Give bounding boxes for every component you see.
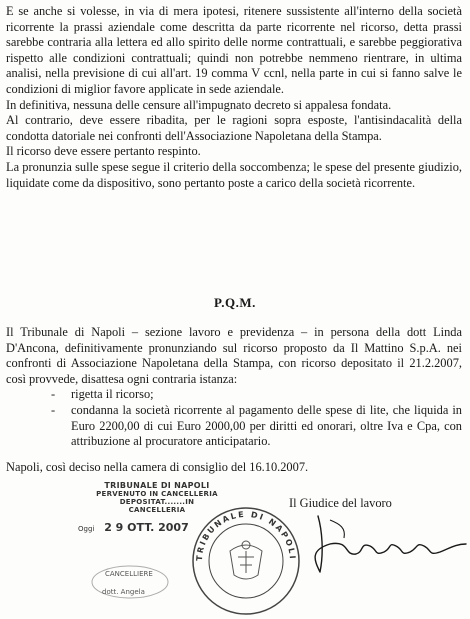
paragraph: Il ricorso deve essere pertanto respinto. [6, 144, 201, 159]
section-heading: P.Q.M. [214, 295, 256, 310]
ruling-list [6, 387, 462, 449]
stamp-line: PERVENUTO IN CANCELLERIA [96, 490, 218, 498]
smudge-line: CANCELLIERE [105, 570, 153, 578]
stamp-date-label: Oggi [78, 525, 95, 533]
stamp-date-row [78, 521, 189, 534]
ruling-section [6, 325, 462, 450]
seal-text: TRIBUNALE DI NAPOLI [194, 509, 298, 562]
stamp-line: TRIBUNALE DI NAPOLI [104, 481, 210, 490]
stamp-date: 2 9 OTT. 2007 [104, 521, 189, 534]
smudge-line: dott. Angela [102, 588, 145, 596]
motivation-section [6, 4, 462, 191]
judge-title: Il Giudice del lavoro [289, 496, 392, 510]
paragraph: La pronunzia sulle spese segue il criterio della soccombenza; le spese del presente giudizio, liquidate come da dispositivo, sono pertanto poste a carico della società ricorrente. [6, 159, 462, 190]
closing-line: Napoli, così deciso nella camera di consiglio del 16.10.2007. [6, 460, 309, 474]
paragraph: In definitiva, nessuna delle censure all'impugnato decreto si appalesa fondata. [6, 97, 392, 112]
ruling-item: - condanna la società ricorrente al pagamento delle spese di lite, che liquida in Euro 2200,00 di cui Euro 2000,00 per diritti ed onorari, oltre Iva e Cpa, con attribuzione al procuratore anticipatario. [6, 403, 462, 450]
paragraph: E se anche si volesse, in via di mera ipotesi, ritenere sussistente all'interno della società ricorrente la prassi aziendale come descritta da parte ricorrente nel ricorso, detta prassi sarebbe contraria alla lettera ed allo spirito delle norme contrattuali, e sarebbe peggiorativa rispetto alle condizioni contrattuali; quindi non potrebbe nemmeno rientrare, in ultima analisi, nella previsione di cui all'art. 19 comma V ccnl, nella parte in cui si fanno salve le condizioni di miglior favore applicate in sede aziendale. [6, 4, 462, 96]
ruling-intro: Il Tribunale di Napoli – sezione lavoro e previdenza – in persona della dott Linda D'Ancona, definitivamente pronunziando sul ricorso proposto da Il Mattino S.p.A. nei confronti di Associazione Napoletana della Stampa, con ricorso depositato il 21.2.2007, così provvede, disattesa ogni contraria istanza: [6, 325, 462, 386]
judge-signature [300, 510, 470, 580]
paragraph: Al contrario, deve essere ribadita, per le ragioni sopra esposte, l'antisindacalità della condotta datoriale nei confronti dell'Associazione Napoletana della Stampa. [6, 113, 462, 143]
smudged-stamp [90, 560, 200, 610]
ruling-item: - rigetta il ricorso; [6, 387, 462, 403]
court-seal-icon [190, 505, 302, 617]
stamp-line: DEPOSITAT.......IN CANCELLERIA [119, 498, 195, 514]
